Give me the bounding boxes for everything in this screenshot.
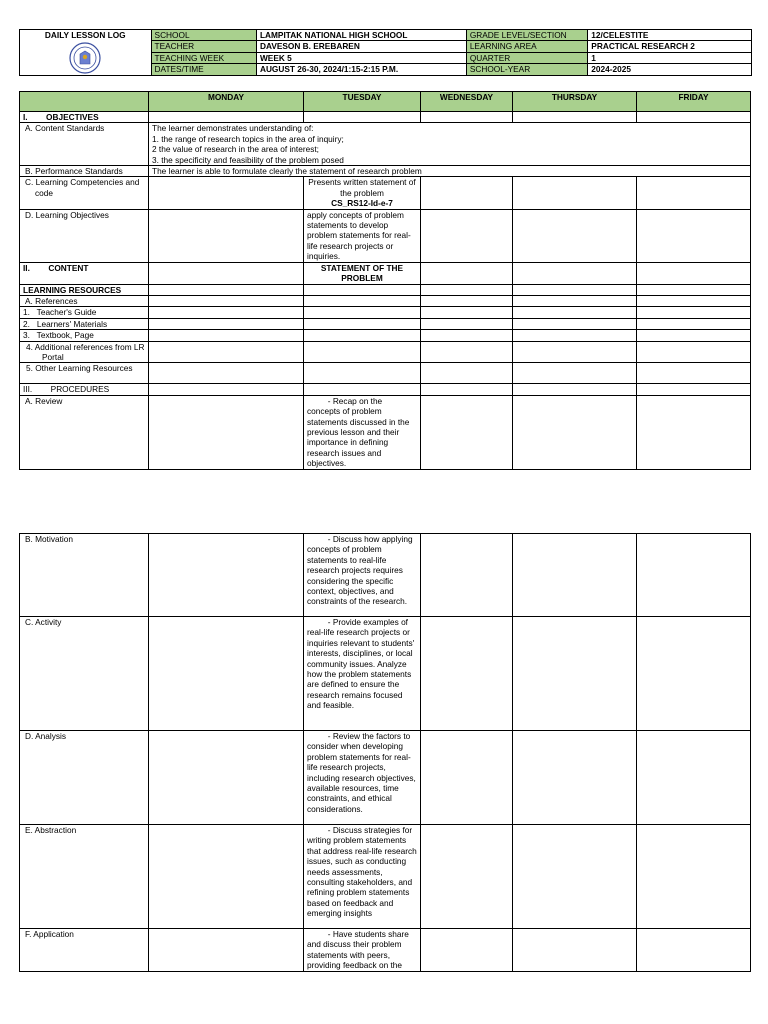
learning-area-value: PRACTICAL RESEARCH 2	[588, 41, 752, 52]
week-label: TEACHING WEEK	[151, 52, 256, 63]
content-standards-text: The learner demonstrates understanding of: 1. the range of research topics in the area of inquiry; 2 the value of research in the area of interest; 3. the specificity and feasibility of the problem posed	[149, 123, 751, 166]
day-thursday: THURSDAY	[513, 92, 637, 112]
content-heading: II. CONTENT	[20, 262, 149, 284]
day-wednesday: WEDNESDAY	[421, 92, 513, 112]
teacher-value: DAVESON B. EREBAREN	[256, 41, 466, 52]
learning-objectives-text: apply concepts of problem statements to develop problem statements for real-life research projects or inquiries.	[304, 209, 421, 262]
content-standards-label: A. Content Standards	[20, 123, 149, 166]
ref-textbook: 3. Textbook, Page	[20, 330, 149, 341]
learning-resources-heading: LEARNING RESOURCES	[20, 284, 149, 295]
school-value: LAMPITAK NATIONAL HIGH SCHOOL	[256, 30, 466, 41]
lesson-log-table	[19, 91, 751, 470]
review-text: - Recap on the concepts of problem statements discussed in the previous lesson and their importance in defining research issues and objectives.	[304, 395, 421, 469]
activity-text: - Provide examples of real-life research projects or inquiries relevant to students' interests, disciplines, or local community issues. Analyze how the problem statements are defined to ensure the research remains focused and feasible.	[304, 617, 421, 731]
procedures-heading: III. PROCEDURES	[20, 384, 149, 395]
school-label: SCHOOL	[151, 30, 256, 41]
deped-seal-icon	[68, 42, 102, 74]
learning-objectives-label: D. Learning Objectives	[20, 209, 149, 262]
day-monday: MONDAY	[149, 92, 304, 112]
lesson-log-table-continued	[19, 533, 751, 972]
references-label: A. References	[20, 295, 149, 306]
analysis-label: D. Analysis	[20, 731, 149, 825]
doc-title-cell	[20, 30, 152, 76]
week-value: WEEK 5	[256, 52, 466, 63]
dates-value: AUGUST 26-30, 2024/1:15-2:15 P.M.	[256, 64, 466, 75]
content-text: STATEMENT OF THE PROBLEM	[304, 262, 421, 284]
dates-label: DATES/TIME	[151, 64, 256, 75]
competencies-cell	[304, 177, 421, 209]
competencies-text: Presents written statement of the problem	[308, 177, 416, 198]
application-label: F. Application	[20, 929, 149, 972]
doc-title: DAILY LESSON LOG	[44, 30, 126, 40]
learning-area-label: LEARNING AREA	[466, 41, 587, 52]
abstraction-text: - Discuss strategies for writing problem statements that address real-life research issues, such as conducting needs assessments, consulting stakeholders, and refining problem statements based on feedback and emerging insights	[304, 825, 421, 929]
motivation-text: - Discuss how applying concepts of problem statements to real-life research projects requires considering the specific context, objectives, and constraints of the research.	[304, 534, 421, 617]
day-friday: FRIDAY	[637, 92, 751, 112]
competencies-label: C. Learning Competencies and code	[20, 177, 149, 209]
analysis-text: - Review the factors to consider when developing problem statements for real-life research projects, including research objectives, available resources, time constraints, and ethical considerations.	[304, 731, 421, 825]
day-tuesday: TUESDAY	[304, 92, 421, 112]
ref-other: 5. Other Learning Resources	[20, 363, 149, 384]
review-label: A. Review	[20, 395, 149, 469]
ref-additional: 4. Additional references from LR Portal	[20, 341, 149, 363]
competencies-code: CS_RS12-Id-e-7	[331, 198, 393, 209]
school-year-value: 2024-2025	[588, 64, 752, 75]
school-year-label: SCHOOL-YEAR	[466, 64, 587, 75]
header-table	[19, 29, 752, 76]
grade-value: 12/CELESTITE	[588, 30, 752, 41]
grade-label: GRADE LEVEL/SECTION	[466, 30, 587, 41]
application-text: - Have students share and discuss their problem statements with peers, providing feedback on the	[304, 929, 421, 972]
teacher-label: TEACHER	[151, 41, 256, 52]
corner-cell	[20, 92, 149, 112]
quarter-label: QUARTER	[466, 52, 587, 63]
motivation-label: B. Motivation	[20, 534, 149, 617]
ref-learners-materials: 2. Learners' Materials	[20, 318, 149, 329]
performance-standards-text: The learner is able to formulate clearly the statement of research problem	[149, 166, 751, 177]
objectives-heading: I. OBJECTIVES	[20, 112, 149, 123]
performance-standards-label: B. Performance Standards	[20, 166, 149, 177]
activity-label: C. Activity	[20, 617, 149, 731]
abstraction-label: E. Abstraction	[20, 825, 149, 929]
ref-teachers-guide: 1. Teacher's Guide	[20, 307, 149, 318]
quarter-value: 1	[588, 52, 752, 63]
